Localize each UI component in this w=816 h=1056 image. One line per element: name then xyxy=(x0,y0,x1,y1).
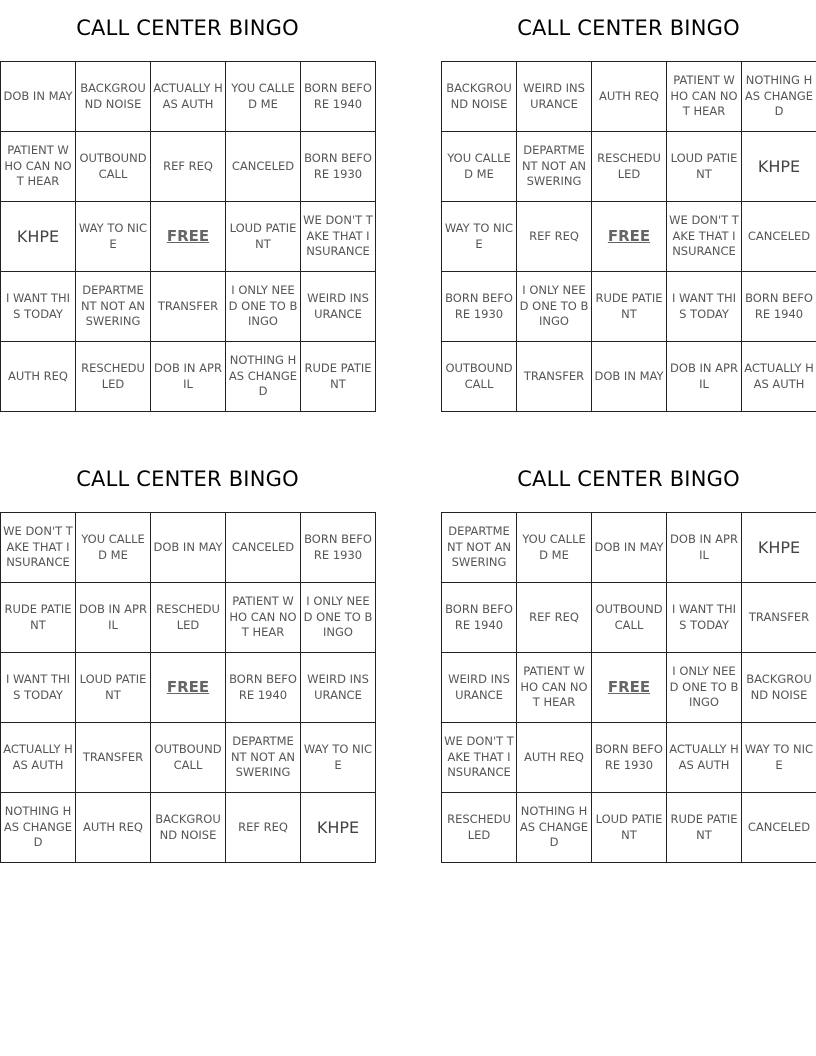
card-title: CALL CENTER BINGO xyxy=(76,467,299,491)
bingo-cell[interactable]: KHPE xyxy=(742,513,816,583)
bingo-cell[interactable]: AUTH REQ xyxy=(76,793,151,863)
bingo-cell[interactable]: I WANT THIS TODAY xyxy=(667,272,742,342)
bingo-cell[interactable]: BORN BEFORE 1930 xyxy=(442,272,517,342)
bingo-cell[interactable]: REF REQ xyxy=(151,132,226,202)
bingo-cell[interactable]: WE DON'T TAKE THAT INSURANCE xyxy=(442,723,517,793)
bingo-cell[interactable]: DOB IN MAY xyxy=(592,342,667,412)
bingo-cell[interactable]: RUDE PATIENT xyxy=(592,272,667,342)
bingo-cell[interactable]: WEIRD INSURANCE xyxy=(301,272,376,342)
bingo-cell[interactable]: DOB IN MAY xyxy=(592,513,667,583)
bingo-cell[interactable]: DOB IN MAY xyxy=(151,513,226,583)
bingo-cell[interactable]: KHPE xyxy=(742,132,816,202)
bingo-cell[interactable]: CANCELED xyxy=(742,793,816,863)
bingo-cell[interactable]: KHPE xyxy=(301,793,376,863)
bingo-cell[interactable]: TRANSFER xyxy=(151,272,226,342)
bingo-cell[interactable]: OUTBOUND CALL xyxy=(442,342,517,412)
bingo-cell[interactable]: NOTHING HAS CHANGED xyxy=(517,793,592,863)
bingo-cell[interactable]: DOB IN APRIL xyxy=(667,513,742,583)
bingo-cell[interactable]: DEPARTMENT NOT ANSWERING xyxy=(76,272,151,342)
bingo-cell[interactable]: WEIRD INSURANCE xyxy=(442,653,517,723)
bingo-cell[interactable]: DOB IN APRIL xyxy=(667,342,742,412)
bingo-cell[interactable]: RESCHEDULED xyxy=(151,583,226,653)
bingo-grid xyxy=(441,512,816,863)
bingo-cell[interactable]: ACTUALLY HAS AUTH xyxy=(742,342,816,412)
bingo-cell[interactable]: I ONLY NEED ONE TO BINGO xyxy=(667,653,742,723)
bingo-cell[interactable]: WEIRD INSURANCE xyxy=(301,653,376,723)
card-title: CALL CENTER BINGO xyxy=(76,16,299,40)
bingo-cell[interactable]: LOUD PATIENT xyxy=(592,793,667,863)
bingo-cell[interactable]: ACTUALLY HAS AUTH xyxy=(151,62,226,132)
bingo-cell[interactable]: BORN BEFORE 1940 xyxy=(742,272,816,342)
bingo-cell[interactable]: LOUD PATIENT xyxy=(226,202,301,272)
bingo-cell[interactable]: DOB IN APRIL xyxy=(76,583,151,653)
bingo-cell[interactable]: RESCHEDULED xyxy=(442,793,517,863)
bingo-cell[interactable]: LOUD PATIENT xyxy=(76,653,151,723)
bingo-cell[interactable]: DEPARTMENT NOT ANSWERING xyxy=(517,132,592,202)
bingo-grid xyxy=(441,61,816,412)
bingo-cell[interactable]: REF REQ xyxy=(517,583,592,653)
bingo-cell[interactable]: TRANSFER xyxy=(76,723,151,793)
card-title: CALL CENTER BINGO xyxy=(517,467,740,491)
bingo-cell[interactable]: WEIRD INSURANCE xyxy=(517,62,592,132)
bingo-cell[interactable]: OUTBOUND CALL xyxy=(76,132,151,202)
free-space[interactable]: FREE xyxy=(151,653,226,723)
bingo-cell[interactable]: YOU CALLED ME xyxy=(517,513,592,583)
bingo-cell[interactable]: BORN BEFORE 1940 xyxy=(301,62,376,132)
bingo-cell[interactable]: BORN BEFORE 1940 xyxy=(442,583,517,653)
bingo-cell[interactable]: I WANT THIS TODAY xyxy=(1,272,76,342)
bingo-cell[interactable]: I ONLY NEED ONE TO BINGO xyxy=(301,583,376,653)
bingo-cell[interactable]: PATIENT WHO CAN NOT HEAR xyxy=(667,62,742,132)
bingo-cell[interactable]: RESCHEDULED xyxy=(76,342,151,412)
bingo-cell[interactable]: BACKGROUND NOISE xyxy=(442,62,517,132)
bingo-cell[interactable]: RUDE PATIENT xyxy=(301,342,376,412)
card-title: CALL CENTER BINGO xyxy=(517,16,740,40)
bingo-cell[interactable]: WE DON'T TAKE THAT INSURANCE xyxy=(667,202,742,272)
bingo-cell[interactable]: I ONLY NEED ONE TO BINGO xyxy=(226,272,301,342)
bingo-cell[interactable]: I WANT THIS TODAY xyxy=(1,653,76,723)
bingo-cell[interactable]: WAY TO NICE xyxy=(742,723,816,793)
bingo-grid xyxy=(0,512,376,863)
bingo-cell[interactable]: DOB IN MAY xyxy=(1,62,76,132)
bingo-cell[interactable]: KHPE xyxy=(1,202,76,272)
bingo-cell[interactable]: YOU CALLED ME xyxy=(442,132,517,202)
bingo-cell[interactable]: WAY TO NICE xyxy=(301,723,376,793)
bingo-cell[interactable]: RUDE PATIENT xyxy=(1,583,76,653)
bingo-cell[interactable]: ACTUALLY HAS AUTH xyxy=(667,723,742,793)
bingo-cell[interactable]: BORN BEFORE 1930 xyxy=(592,723,667,793)
bingo-cell[interactable]: YOU CALLED ME xyxy=(76,513,151,583)
bingo-cell[interactable]: RUDE PATIENT xyxy=(667,793,742,863)
bingo-cell[interactable]: BACKGROUND NOISE xyxy=(151,793,226,863)
bingo-cell[interactable]: OUTBOUND CALL xyxy=(151,723,226,793)
bingo-cell[interactable]: DOB IN APRIL xyxy=(151,342,226,412)
free-space[interactable]: FREE xyxy=(592,202,667,272)
bingo-cell[interactable]: WE DON'T TAKE THAT INSURANCE xyxy=(301,202,376,272)
bingo-cell[interactable]: WAY TO NICE xyxy=(76,202,151,272)
bingo-cell[interactable]: AUTH REQ xyxy=(517,723,592,793)
bingo-cell[interactable]: I WANT THIS TODAY xyxy=(667,583,742,653)
bingo-cell[interactable]: AUTH REQ xyxy=(1,342,76,412)
bingo-cell[interactable]: LOUD PATIENT xyxy=(667,132,742,202)
bingo-cell[interactable]: NOTHING HAS CHANGED xyxy=(226,342,301,412)
bingo-cell[interactable]: BORN BEFORE 1930 xyxy=(301,132,376,202)
bingo-cell[interactable]: ACTUALLY HAS AUTH xyxy=(1,723,76,793)
bingo-grid xyxy=(0,61,376,412)
bingo-cell[interactable]: I ONLY NEED ONE TO BINGO xyxy=(517,272,592,342)
bingo-cell[interactable]: NOTHING HAS CHANGED xyxy=(1,793,76,863)
bingo-cell[interactable]: OUTBOUND CALL xyxy=(592,583,667,653)
bingo-cell[interactable]: PATIENT WHO CAN NOT HEAR xyxy=(517,653,592,723)
bingo-cell[interactable]: NOTHING HAS CHANGED xyxy=(742,62,816,132)
bingo-cell[interactable]: CANCELED xyxy=(226,513,301,583)
bingo-cell[interactable]: PATIENT WHO CAN NOT HEAR xyxy=(226,583,301,653)
bingo-cell[interactable]: TRANSFER xyxy=(742,583,816,653)
bingo-cell[interactable]: REF REQ xyxy=(226,793,301,863)
bingo-cell[interactable]: CANCELED xyxy=(742,202,816,272)
bingo-cell[interactable]: BORN BEFORE 1940 xyxy=(226,653,301,723)
free-space[interactable]: FREE xyxy=(151,202,226,272)
bingo-cell[interactable]: DEPARTMENT NOT ANSWERING xyxy=(226,723,301,793)
bingo-cell[interactable]: DEPARTMENT NOT ANSWERING xyxy=(442,513,517,583)
bingo-cell[interactable]: TRANSFER xyxy=(517,342,592,412)
free-space[interactable]: FREE xyxy=(592,653,667,723)
bingo-cell[interactable]: YOU CALLED ME xyxy=(226,62,301,132)
bingo-cell[interactable]: WE DON'T TAKE THAT INSURANCE xyxy=(1,513,76,583)
bingo-cell[interactable]: WAY TO NICE xyxy=(442,202,517,272)
bingo-cell[interactable]: BACKGROUND NOISE xyxy=(742,653,816,723)
bingo-cell[interactable]: AUTH REQ xyxy=(592,62,667,132)
bingo-cell[interactable]: RESCHEDULED xyxy=(592,132,667,202)
bingo-cell[interactable]: CANCELED xyxy=(226,132,301,202)
bingo-cell[interactable]: PATIENT WHO CAN NOT HEAR xyxy=(1,132,76,202)
bingo-cell[interactable]: BACKGROUND NOISE xyxy=(76,62,151,132)
bingo-cell[interactable]: REF REQ xyxy=(517,202,592,272)
bingo-cell[interactable]: BORN BEFORE 1930 xyxy=(301,513,376,583)
